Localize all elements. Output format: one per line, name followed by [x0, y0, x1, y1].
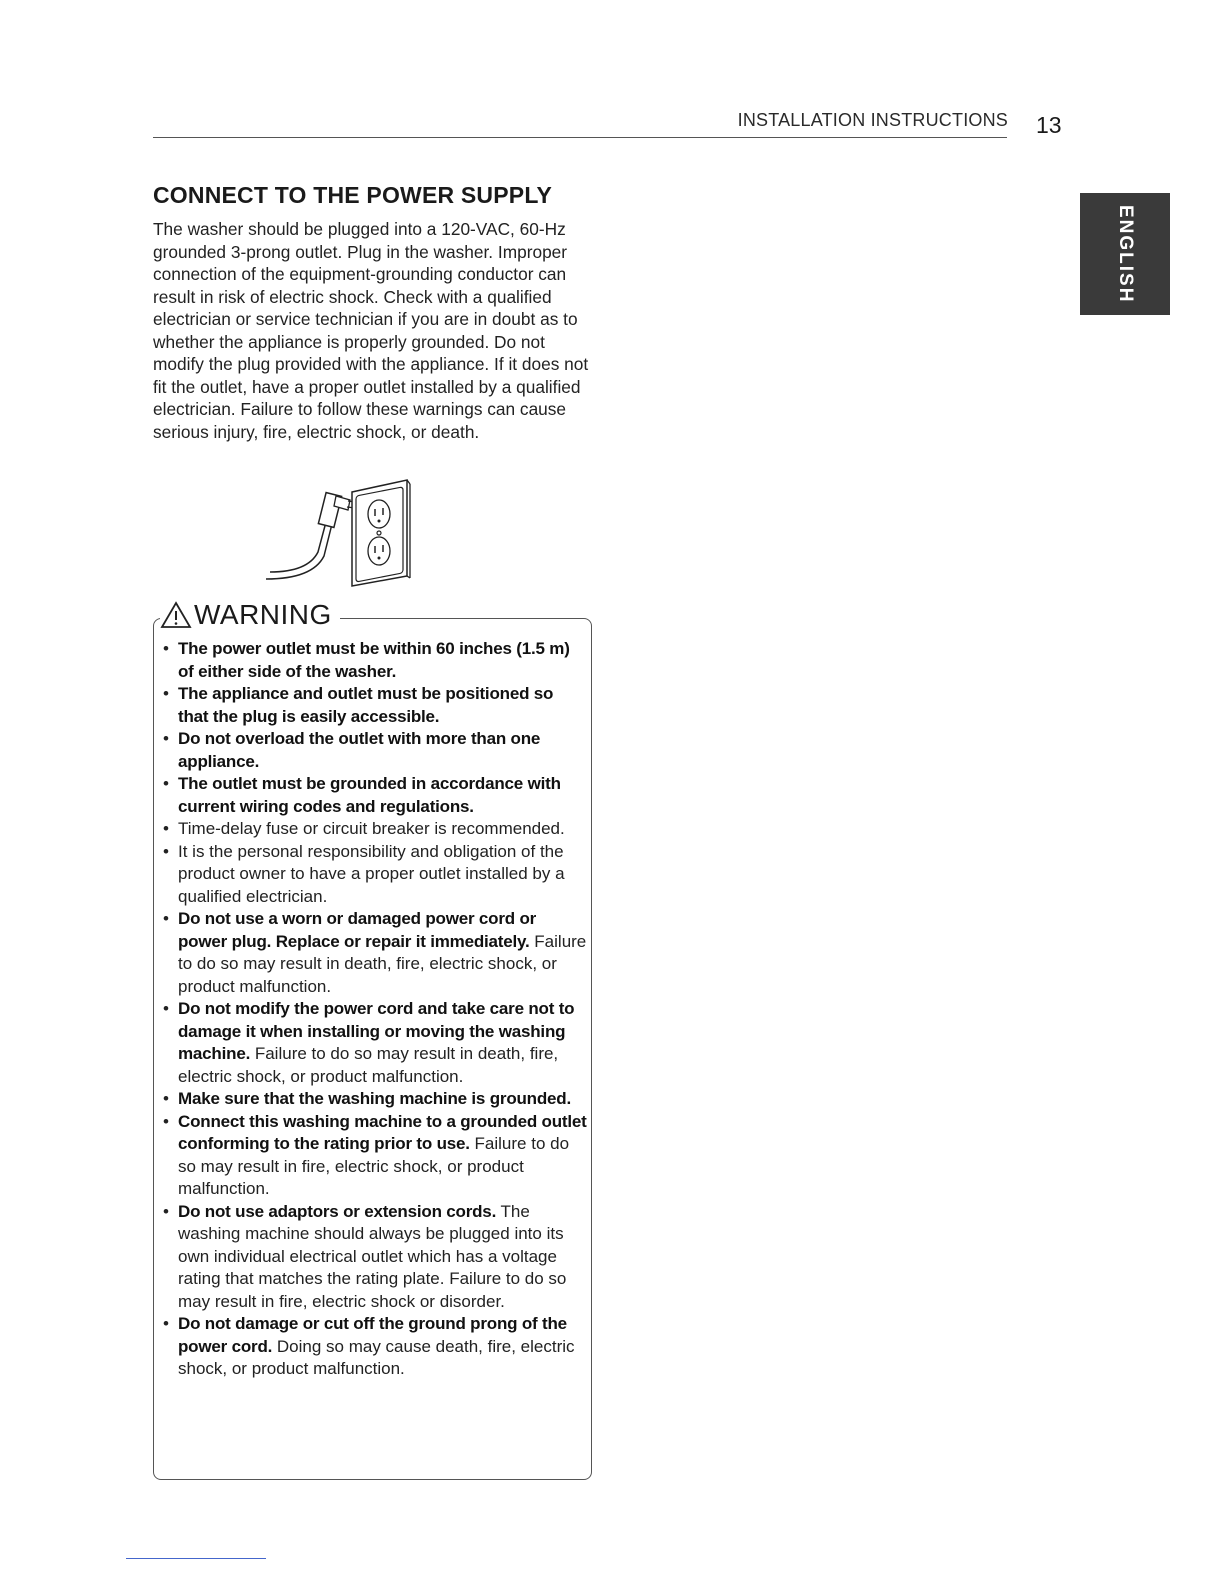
- language-tab-label: ENGLISH: [1115, 204, 1136, 304]
- language-tab: [1080, 193, 1170, 315]
- running-header-title: INSTALLATION INSTRUCTIONS: [737, 110, 1008, 130]
- warning-triangle-icon: [160, 601, 192, 629]
- warning-item: • Connect this washing machine to a grounded outlet conforming to the rating prior to use. Failure to do so may result in fire, electric shock, or product malfunction.: [160, 1111, 588, 1201]
- warning-item: • Time-delay fuse or circuit breaker is recommended.: [160, 818, 588, 841]
- warning-item: • It is the personal responsibility and obligation of the product owner to have a proper outlet installed by a qualified electrician.: [160, 841, 588, 909]
- header-divider: [153, 137, 1007, 138]
- warning-item: • Do not use a worn or damaged power cord or power plug. Replace or repair it immediately. Failure to do so may result in death, fire, electric shock, or product malfunction.: [160, 908, 588, 998]
- warning-item: • The outlet must be grounded in accordance with current wiring codes and regulations.: [160, 773, 588, 818]
- page-number: 13: [1036, 112, 1062, 138]
- warning-label: WARNING: [194, 599, 332, 630]
- warning-item: • The appliance and outlet must be positioned so that the plug is easily accessible.: [160, 683, 588, 728]
- warning-header: [160, 598, 340, 632]
- warning-list: [160, 638, 588, 1381]
- footnote-divider: [126, 1558, 266, 1559]
- plug-outlet-illustration: [262, 478, 412, 592]
- warning-item: • Do not overload the outlet with more than one appliance.: [160, 728, 588, 773]
- section-intro-text: The washer should be plugged into a 120-VAC, 60-Hz grounded 3-prong outlet. Plug in the washer. Improper connection of the equipment-grounding conductor can result in risk of electric shock. Check with a qualified electrician or service technician if you are in doubt as to whether the appliance is properly grounded. Do not modify the plug provided with the appliance. If it does not fit the outlet, have a proper outlet installed by a qualified electrician. Failure to follow these warnings can cause serious injury, fire, electric shock, or death.: [153, 219, 589, 442]
- warning-item: • The power outlet must be within 60 inches (1.5 m) of either side of the washer.: [160, 638, 588, 683]
- warning-item: • Do not use adaptors or extension cords. The washing machine should always be plugged into its own individual electrical outlet which has a voltage rating that matches the rating plate. Failure to do so may result in fire, electric shock or disorder.: [160, 1201, 588, 1314]
- warning-item: • Do not damage or cut off the ground prong of the power cord. Doing so may cause death, fire, electric shock, or product malfunction.: [160, 1313, 588, 1381]
- warning-item: • Make sure that the washing machine is grounded.: [160, 1088, 588, 1111]
- warning-item: • Do not modify the power cord and take care not to damage it when installing or moving the washing machine. Failure to do so may result in death, fire, electric shock, or product malfunction.: [160, 998, 588, 1088]
- section-title: CONNECT TO THE POWER SUPPLY: [153, 182, 553, 208]
